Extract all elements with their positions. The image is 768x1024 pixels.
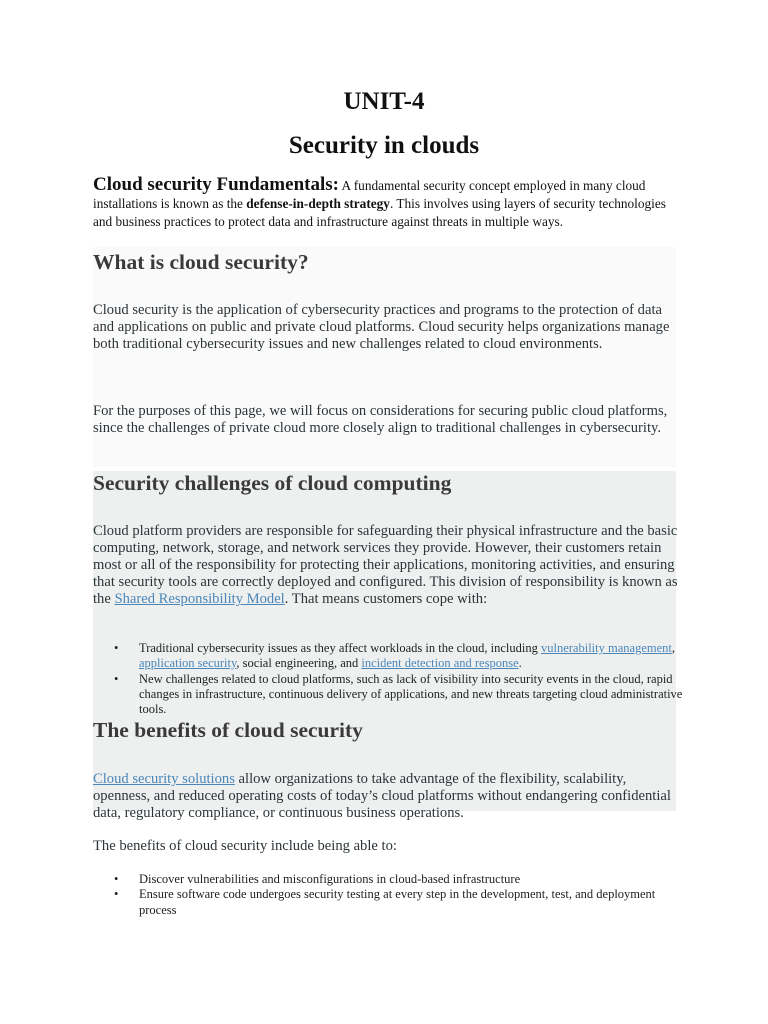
separator-text: , social engineering, and bbox=[236, 656, 362, 671]
intro-paragraph bbox=[93, 176, 678, 231]
section2-paragraph bbox=[93, 523, 683, 608]
list-item bbox=[93, 872, 683, 887]
application-security-link[interactable]: application security bbox=[139, 656, 237, 671]
section3-paragraph-1 bbox=[93, 771, 683, 822]
bullet-text: Discover vulnerabilities and misconfigurations in cloud-based infrastructure bbox=[139, 872, 521, 886]
incident-detection-link[interactable]: incident detection and response bbox=[361, 656, 519, 671]
bullet-icon: • bbox=[114, 887, 119, 902]
separator-text: . bbox=[518, 656, 522, 671]
list-item bbox=[93, 641, 683, 672]
section1-paragraph-1: Cloud security is the application of cybersecurity practices and programs to the protection of data and applications on public and private cloud platforms. Cloud security helps organizations manage both traditional cybersecurity issues and new challenges related to cloud environments. bbox=[93, 302, 670, 352]
section-heading-benefits: The benefits of cloud security bbox=[93, 718, 363, 742]
page-title: Security in clouds bbox=[288, 132, 480, 159]
bullet-text: Ensure software code undergoes security testing at every step in the development, test, and deployment process bbox=[139, 887, 656, 917]
intro-lead: Cloud security Fundamentals: bbox=[93, 174, 339, 195]
intro-text-1: A fundamental security concept employed in many cloud installations is known as the bbox=[93, 178, 646, 211]
benefits-list bbox=[93, 872, 683, 918]
section2-text: Cloud platform providers are responsible for safeguarding their physical infrastructure and the basic computing, network, storage, and network services they provide. However, their customers retain most or all of the responsibility for protecting their applications, monitoring activities, and ensuring that security tools are correctly deployed and configured. This division of responsibility is known as the bbox=[93, 523, 678, 607]
separator-text: , bbox=[671, 641, 675, 655]
section2-tail: . That means customers cope with: bbox=[284, 591, 488, 607]
unit-title: UNIT-4 bbox=[343, 88, 425, 115]
section-heading-challenges: Security challenges of cloud computing bbox=[93, 471, 452, 495]
list-item bbox=[93, 887, 683, 918]
bullet-text: New challenges related to cloud platforms, such as lack of visibility into security events in the cloud, rapid changes in infrastructure, continuous delivery of applications, and new threats targeting cloud administrative tools. bbox=[139, 671, 683, 717]
bullet-icon: • bbox=[114, 671, 119, 686]
intro-text-2: . This involves using layers of security technologies and business practices to protect data and infrastructure against threats in multiple ways. bbox=[93, 196, 666, 229]
cloud-security-solutions-link[interactable]: Cloud security solutions bbox=[93, 771, 235, 787]
shared-responsibility-link[interactable]: Shared Responsibility Model bbox=[114, 591, 285, 607]
list-item bbox=[93, 672, 683, 718]
section1-paragraph-2: For the purposes of this page, we will focus on considerations for securing public cloud platforms, since the challenges of private cloud more closely align to traditional challenges in cybersecurity. bbox=[93, 403, 668, 436]
bullet-icon: • bbox=[114, 641, 119, 655]
vulnerability-management-link[interactable]: vulnerability management bbox=[541, 641, 672, 655]
bullet-icon: • bbox=[114, 872, 119, 886]
challenges-list bbox=[93, 641, 683, 717]
section-heading-what-is: What is cloud security? bbox=[93, 250, 309, 274]
bullet-text: Traditional cybersecurity issues as they affect workloads in the cloud, including bbox=[139, 641, 541, 655]
section3-paragraph-2: The benefits of cloud security include being able to: bbox=[93, 838, 397, 854]
section3-text: allow organizations to take advantage of the flexibility, scalability, openness, and reduced operating costs of today’s cloud platforms without endangering confidential data, regulatory compliance, or continuous business operations. bbox=[93, 771, 671, 821]
intro-bold-term: defense-in-depth strategy bbox=[246, 196, 390, 211]
